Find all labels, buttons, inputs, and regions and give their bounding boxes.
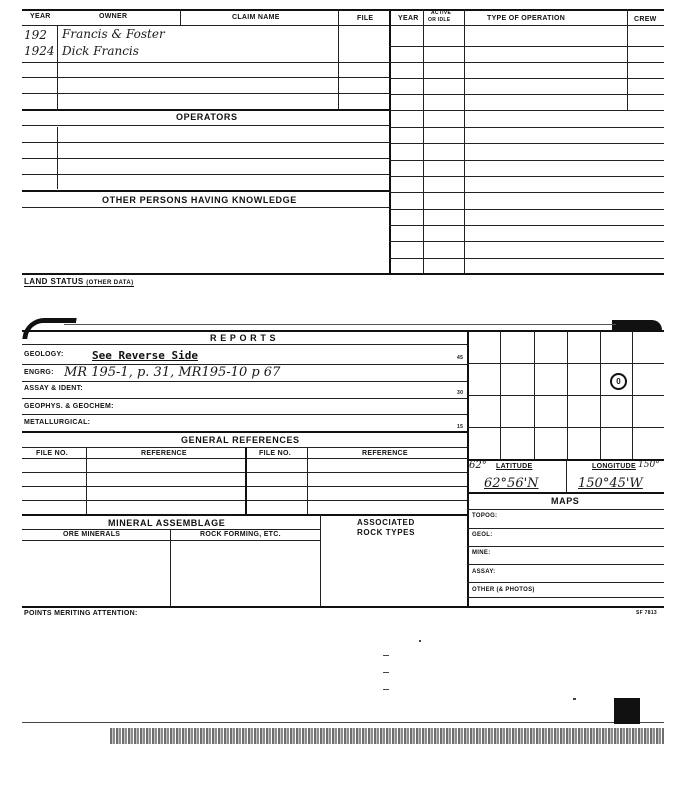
header-rule [22,25,664,26]
row-line [389,78,664,79]
corner-mark-left [22,318,77,339]
col-divider-active [464,9,465,274]
reports-heading: R E P O R T S [210,333,277,343]
land-status-label [24,277,134,287]
maps-heading: MAPS [551,496,580,506]
column-divider [566,459,567,492]
assay-ident-label: ASSAY & IDENT: [24,385,84,392]
row-line [22,529,320,530]
ref-col-reference-1: REFERENCE [141,450,187,457]
column-divider [170,529,171,606]
maps-mine-label: MINE: [472,550,491,556]
row-num-30: 30 [457,390,464,396]
owner-entry-1-name: Francis & Foster [62,27,165,41]
row-line [467,528,664,529]
header-year: YEAR [30,13,51,20]
row-line [22,158,389,159]
row-line [467,492,664,494]
ref-col-file-no-2: FILE NO. [259,450,291,457]
engrg-label: ENGRG: [24,369,54,376]
header-claim-name: CLAIM NAME [232,14,280,21]
row-line [467,509,664,510]
row-line [389,176,664,177]
row-line [22,431,468,433]
scan-speck [573,698,576,700]
row-line [22,514,468,516]
other-persons-heading: OTHER PERSONS HAVING KNOWLEDGE [102,195,297,205]
row-line [389,241,664,242]
maps-other-label: OTHER (& PHOTOS) [472,587,535,593]
row-line [389,258,664,259]
column-divider [86,447,87,514]
grid-location-marker-text: 0 [616,377,621,386]
column-divider [307,447,308,514]
row-line [389,209,664,210]
reports-bottom-border [22,606,664,608]
column-divider [320,514,321,606]
row-line [389,127,664,128]
row-num-15: 15 [457,424,464,430]
row-line [22,142,389,143]
row-line [22,125,389,126]
row-line [467,564,664,565]
row-line [389,143,664,144]
latitude-value: 62°56'N [484,476,539,491]
points-meriting-attention-label: POINTS MERITING ATTENTION: [24,610,138,617]
latitude-label: LATITUDE [496,463,533,470]
ore-minerals-label: ORE MINERALS [63,531,121,538]
maps-geol-label: GEOL: [472,532,493,538]
form-number: SF 7813 [636,610,658,616]
ref-col-reference-2: REFERENCE [362,450,408,457]
owner-entry-2-year: 1924 [24,44,55,58]
row-line [467,427,664,428]
col-divider-owner [180,9,181,25]
grid-location-marker [610,373,627,390]
row-line [389,160,664,161]
scan-smudge [110,728,664,744]
land-status-title: LAND STATUS [24,277,84,286]
row-line [22,381,468,382]
corner-mark-right [612,320,662,330]
column-divider [245,447,247,514]
row-line [389,62,664,63]
row-line [389,192,664,193]
col-divider-year [57,25,58,110]
row-line [22,344,468,345]
land-status-sub: (OTHER DATA) [86,280,134,286]
lon-suffix: 150° [638,460,660,470]
associated-heading: ASSOCIATED [357,518,415,527]
row-line [467,363,664,364]
longitude-value: 150°45'W [578,476,643,491]
top-border [22,9,664,11]
row-line [64,324,616,325]
header-crew: CREW [634,16,657,23]
geology-value: See Reverse Side [92,349,198,362]
longitude-label: LONGITUDE [592,463,636,470]
header-year-2: YEAR [398,15,419,22]
operators-heading: OPERATORS [176,112,238,122]
scan-speck [383,689,389,690]
header-or-idle: OR IDLE [428,17,451,23]
row-line [22,109,389,111]
geology-label: GEOLOGY: [24,351,64,358]
row-line [22,190,389,192]
row-line [389,110,664,111]
maps-topog-label: TOPOG: [472,513,498,519]
header-file: FILE [357,15,374,22]
general-references-heading: GENERAL REFERENCES [181,435,300,445]
rock-forming-label: ROCK FORMING, ETC. [200,531,281,538]
metallurgical-label: METALLURGICAL: [24,419,91,426]
maps-assay-label: ASSAY: [472,569,496,575]
row-line [22,414,468,415]
top-table-bottom [22,273,664,275]
row-line [467,546,664,547]
geophys-geochem-label: GEOPHYS. & GEOCHEM: [24,403,114,410]
col-divider-year2 [423,9,424,274]
row-line [22,398,468,399]
row-line [22,93,389,94]
lat-prefix: 62° [469,460,487,471]
row-line [22,540,320,541]
row-line [389,94,664,95]
header-owner: OWNER [99,13,128,20]
rock-types-heading: ROCK TYPES [357,528,416,537]
engrg-value: MR 195-1, p. 31, MR195-10 p 67 [64,365,281,380]
registration-block [614,698,640,724]
row-line [22,62,389,63]
row-num-45: 45 [457,355,464,361]
col-divider-claim [338,9,339,110]
scan-speck [383,672,389,673]
scan-speck [419,640,421,642]
row-line [22,174,389,175]
col-divider-file [389,9,391,274]
row-line [467,395,664,396]
row-line [389,225,664,226]
owner-entry-1-year: 192 [24,28,47,42]
row-line [22,77,389,78]
header-active: ACTIVE [431,10,452,16]
scan-speck [383,655,389,656]
ref-col-file-no-1: FILE NO. [36,450,68,457]
mineral-assemblage-heading: MINERAL ASSEMBLAGE [108,518,226,528]
row-line [467,582,664,583]
row-line [467,597,664,598]
row-line [22,207,389,208]
row-line [389,46,664,47]
header-type-of-operation: TYPE OF OPERATION [487,15,566,22]
bottom-rule [22,722,664,723]
owner-entry-2-name: Dick Francis [62,44,139,58]
